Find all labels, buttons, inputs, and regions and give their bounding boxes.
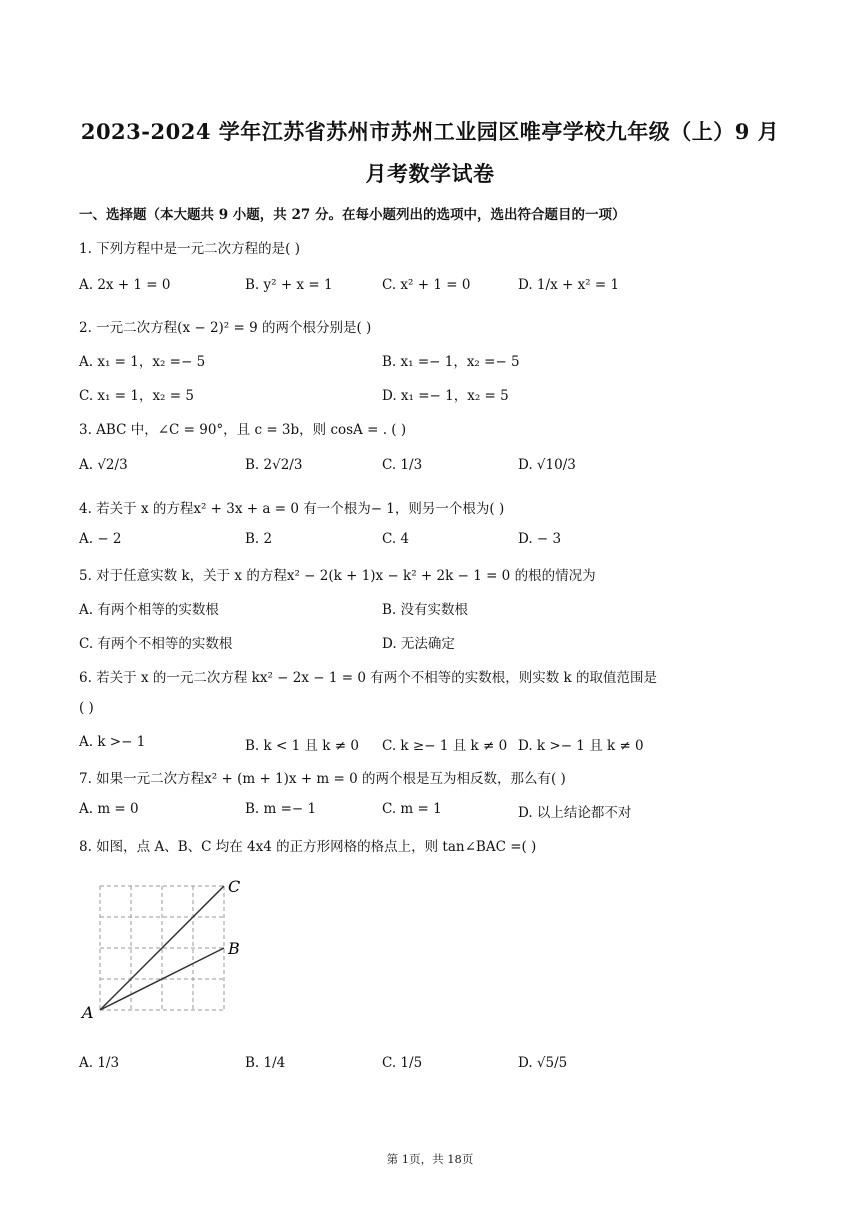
question-3-stem: 3. ABC 中，∠C = 90°，且 c = 3b，则 cosA = . ( ) [79,422,407,438]
question-1-option-a: A. 2x + 1 = 0 [79,277,171,293]
question-6-option-b: B. k < 1 且 k ≠ 0 [245,738,359,754]
question-2-option-d: D. x₁ =− 1，x₂ = 5 [382,388,509,404]
question-7-option-a: A. m = 0 [79,801,139,817]
question-4-stem: 4. 若关于 x 的方程x² + 3x + a = 0 有一个根为− 1，则另一个根为( ) [79,501,505,517]
question-2-option-b: B. x₁ =− 1，x₂ =− 5 [382,354,520,370]
question-3-option-b: B. 2√2/3 [245,457,303,473]
point-c-label: C [228,877,241,896]
question-7-stem: 7. 如果一元二次方程x² + (m + 1)x + m = 0 的两个根是互为相反数，那么有( ) [79,771,566,787]
question-1-option-c: C. x² + 1 = 0 [382,277,471,293]
grid-figure [78,872,253,1022]
exam-title-line2: 月考数学试卷 [365,161,495,186]
point-b-label: B [228,939,240,958]
question-4-option-a: A. − 2 [79,531,122,547]
question-5-stem: 5. 对于任意实数 k，关于 x 的方程x² − 2(k + 1)x − k² + 2k − 1 = 0 的根的情况为 [79,568,596,584]
question-8-option-c: C. 1/5 [382,1055,423,1071]
question-7-option-b: B. m =− 1 [245,801,317,817]
question-8-option-b: B. 1/4 [245,1055,286,1071]
question-6-option-c: C. k ≥− 1 且 k ≠ 0 [382,738,508,754]
question-6-option-d: D. k >− 1 且 k ≠ 0 [518,738,644,754]
question-2-option-c: C. x₁ = 1，x₂ = 5 [79,388,194,404]
question-5-option-a: A. 有两个相等的实数根 [79,602,219,618]
question-2-option-a: A. x₁ = 1，x₂ =− 5 [79,354,206,370]
question-6-option-a: A. k >− 1 [79,734,146,750]
question-6-stem-continued: ( ) [79,700,94,716]
page-footer: 第 1页，共 18页 [386,1152,474,1166]
question-3-option-d: D. √10/3 [518,457,576,473]
question-3-option-a: A. √2/3 [79,457,128,473]
question-1-option-d: D. 1/x + x² = 1 [518,277,620,293]
point-a-label: A [82,1003,94,1022]
question-8-stem: 8. 如图，点 A、B、C 均在 4x4 的正方形网格的格点上，则 tan∠BAC =( ) [79,839,537,855]
question-4-option-d: D. − 3 [518,531,562,547]
question-6-stem: 6. 若关于 x 的一元二次方程 kx² − 2x − 1 = 0 有两个不相等的实数根，则实数 k 的取值范围是 [79,670,657,686]
question-4-option-b: B. 2 [245,531,273,547]
question-7-option-d: D. 以上结论都不对 [518,805,632,821]
question-4-option-c: C. 4 [382,531,410,547]
question-1-option-b: B. y² + x = 1 [245,277,333,293]
question-2-stem: 2. 一元二次方程(x − 2)² = 9 的两个根分别是( ) [79,320,372,336]
question-1-stem: 1. 下列方程中是一元二次方程的是( ) [79,241,300,257]
question-7-option-c: C. m = 1 [382,801,442,817]
question-5-option-c: C. 有两个不相等的实数根 [79,636,233,652]
question-5-option-d: D. 无法确定 [382,636,455,652]
question-3-option-c: C. 1/3 [382,457,423,473]
question-8-option-d: D. √5/5 [518,1055,568,1071]
exam-title-line1: 2023-2024 学年江苏省苏州市苏州工业园区唯亭学校九年级（上）9 月 [80,119,780,144]
question-8-option-a: A. 1/3 [79,1055,120,1071]
section-heading: 一、选择题（本大题共 9 小题，共 27 分。在每小题列出的选项中，选出符合题目的一项） [79,207,626,223]
question-5-option-b: B. 没有实数根 [382,602,469,618]
